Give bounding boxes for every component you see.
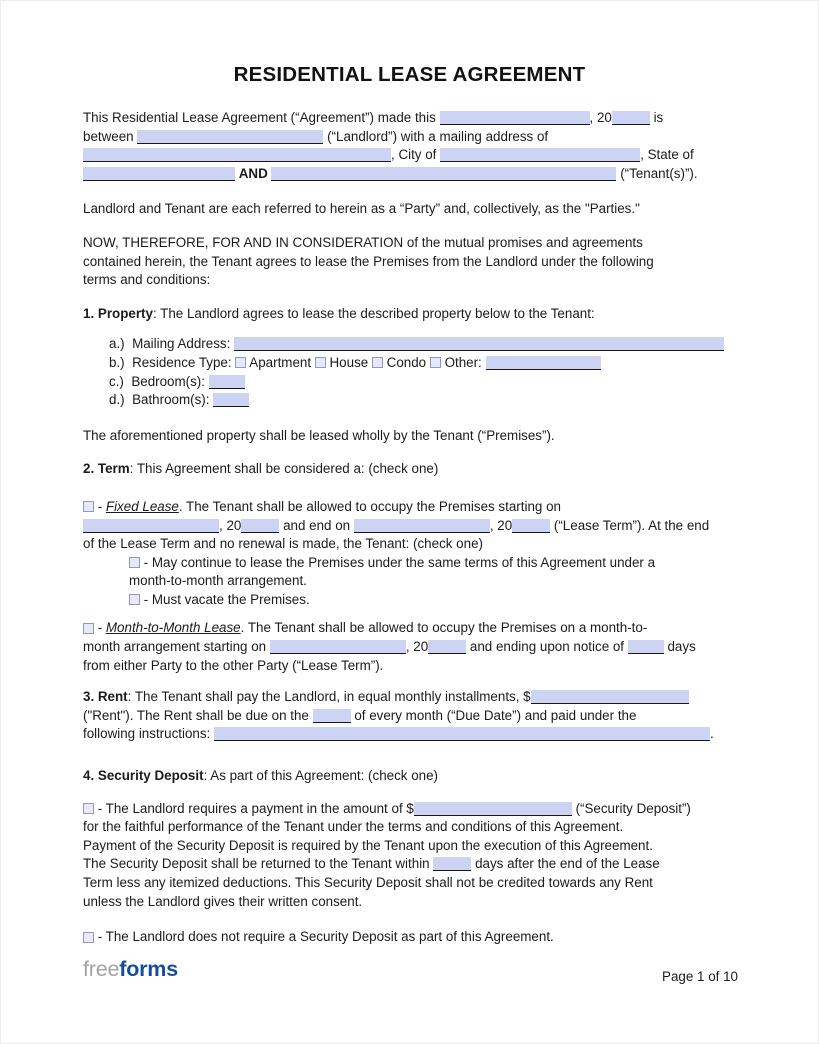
blank-field[interactable] [433, 857, 471, 871]
checkbox[interactable] [83, 932, 94, 943]
text-run: ("Rent"). The Rent shall be due on the [83, 707, 313, 723]
checkbox[interactable] [129, 557, 140, 568]
text-run: and end on [279, 517, 354, 533]
text-run: : The Tenant shall pay the Landlord, in equal monthly installments, $ [127, 689, 531, 705]
text-run: - [94, 620, 106, 636]
blank-field[interactable] [313, 709, 351, 723]
text-run: (“Security Deposit”) [571, 800, 691, 816]
text-run: terms and conditions: [83, 272, 211, 288]
text-run: Other: [440, 354, 486, 370]
checkbox[interactable] [83, 803, 94, 814]
section-3-rent-paragraph [83, 688, 747, 744]
text-run: from either Party to the other Party (“Lease Term”). [83, 657, 384, 673]
text-run: between [83, 128, 138, 144]
text-run: , 20 [589, 110, 612, 125]
text-run: Term less any itemized deductions. This Security Deposit shall not be credited towards any Rent [83, 875, 653, 890]
blank-field[interactable] [83, 167, 235, 181]
text-run: The Security Deposit shall be returned to the Tenant within [83, 856, 434, 872]
page-number: Page 1 of 10 [662, 969, 738, 984]
text-run: month arrangement starting on [83, 639, 270, 655]
blank-field[interactable] [354, 519, 490, 533]
text-run: - [94, 498, 106, 514]
blank-field[interactable] [214, 727, 710, 741]
text-run: days after the end of the Lease [471, 856, 660, 872]
text-run: is [649, 110, 664, 125]
text-run: . The Tenant shall be allowed to occupy the Premises on a month-to- [240, 620, 648, 636]
checkbox[interactable] [129, 594, 140, 605]
text-run: - The Landlord requires a payment in the amount of $ [94, 800, 414, 816]
blank-field[interactable] [440, 111, 590, 125]
checkbox[interactable] [83, 501, 94, 512]
text-run: for the faithful performance of the Tenant under the terms and conditions of this Agreement. [83, 819, 624, 835]
checkbox[interactable] [315, 357, 326, 368]
document-body [83, 109, 747, 947]
text-run: - The Landlord does not require a Security Deposit as part of this Agreement. [94, 929, 554, 945]
text-run: Fixed Lease [105, 498, 179, 514]
text-run: AND [238, 165, 268, 181]
document-title: RESIDENTIAL LEASE AGREEMENT [233, 63, 586, 86]
text-run: 4. Security Deposit [83, 768, 204, 784]
blank-field[interactable] [512, 519, 550, 533]
blank-field[interactable] [428, 640, 466, 654]
blank-field[interactable] [209, 375, 245, 389]
text-run: (“Landlord”) with a mailing address of [323, 128, 549, 144]
text-run: Condo [382, 354, 430, 370]
blank-field[interactable] [83, 519, 219, 533]
parties-paragraph [83, 200, 747, 219]
blank-field[interactable] [440, 148, 640, 162]
security-deposit-not-required-option [83, 928, 747, 947]
text-run: Landlord and Tenant are each referred to herein as a “Party” and, collectively, as the "Parties." [83, 201, 640, 217]
blank-field[interactable] [612, 111, 650, 125]
text-run: . The Tenant shall be allowed to occupy the Premises starting on [178, 498, 561, 514]
text-run: , 20 [405, 639, 429, 655]
premises-paragraph [83, 427, 747, 446]
property-detail-list [83, 335, 747, 409]
blank-field[interactable] [531, 690, 689, 704]
security-deposit-required-option [83, 800, 747, 912]
checkbox[interactable] [83, 623, 94, 634]
text-run: - Must vacate the Premises. [140, 591, 310, 607]
text-run: of every month (“Due Date”) and paid under the [350, 707, 637, 723]
text-run: c.) Bedroom(s): [109, 373, 209, 389]
text-run: - May continue to lease the Premises under the same terms of this Agreement under a [140, 554, 656, 570]
text-run: : As part of this Agreement: (check one) [203, 768, 439, 784]
text-run: The aforementioned property shall be leased wholly by the Tenant (“Premises”). [83, 427, 555, 443]
text-run: , 20 [219, 517, 242, 533]
text-run: Payment of the Security Deposit is required by the Tenant upon the execution of this Agreement. [83, 837, 653, 853]
text-run: contained herein, the Tenant agrees to lease the Premises from the Landlord under the following [83, 253, 654, 269]
text-run: 1. Property [83, 305, 153, 321]
blank-field[interactable] [234, 337, 724, 351]
consideration-paragraph [83, 234, 747, 290]
blank-field[interactable] [137, 130, 323, 144]
intro-paragraph [83, 109, 747, 183]
checkbox[interactable] [430, 357, 441, 368]
text-run: , City of [391, 147, 441, 163]
blank-field[interactable] [628, 640, 664, 654]
fixed-lease-option [83, 498, 747, 554]
text-run: days [663, 639, 696, 655]
text-run: 2. Term [83, 461, 130, 477]
blank-field[interactable] [486, 356, 601, 370]
text-run: This Residential Lease Agreement (“Agreement”) made this [83, 110, 440, 125]
text-run: unless the Landlord gives their written consent. [83, 893, 363, 909]
logo-text-forms: forms [119, 957, 178, 981]
month-to-month-lease-option [83, 619, 747, 675]
text-run: b.) Residence Type: [109, 354, 236, 370]
text-run: following instructions: [83, 726, 214, 742]
section-1-property-heading [83, 305, 747, 324]
checkbox[interactable] [372, 357, 383, 368]
fixed-lease-renewal-vacate-option [83, 591, 747, 610]
text-run: , State of [640, 147, 694, 163]
text-run: d.) Bathroom(s): [109, 392, 214, 408]
blank-field[interactable] [271, 167, 616, 181]
section-2-term-heading [83, 460, 747, 479]
text-run: Apartment [246, 354, 315, 370]
text-run: : This Agreement shall be considered a: (check one) [129, 461, 439, 477]
section-4-security-deposit-heading [83, 767, 747, 786]
text-run: : The Landlord agrees to lease the described property below to the Tenant: [152, 305, 595, 321]
text-run: month-to-month arrangement. [129, 573, 307, 589]
text-run: Month-to-Month Lease [105, 620, 241, 636]
text-run: (“Tenant(s)”). [616, 165, 698, 181]
text-run: , 20 [489, 517, 513, 533]
text-run: of the Lease Term and no renewal is made, the Tenant: (check one) [83, 536, 483, 552]
fixed-lease-renewal-continue-option [83, 554, 747, 591]
text-run: a.) Mailing Address: [109, 336, 235, 352]
blank-field[interactable] [83, 148, 391, 162]
text-run: and ending upon notice of [466, 639, 628, 655]
blank-field[interactable] [241, 519, 279, 533]
text-run: NOW, THEREFORE, FOR AND IN CONSIDERATION of the mutual promises and agreements [83, 234, 643, 250]
text-run: House [325, 354, 372, 370]
logo-text-free: free [83, 957, 120, 981]
blank-field[interactable] [270, 640, 406, 654]
page-footer [83, 957, 738, 987]
text-run: . [710, 726, 714, 742]
text-run: (“Lease Term”). At the end [550, 517, 710, 533]
freeforms-logo [83, 957, 178, 981]
checkbox[interactable] [235, 357, 246, 368]
blank-field[interactable] [414, 802, 572, 816]
text-run: 3. Rent [83, 689, 128, 705]
blank-field[interactable] [213, 393, 249, 407]
